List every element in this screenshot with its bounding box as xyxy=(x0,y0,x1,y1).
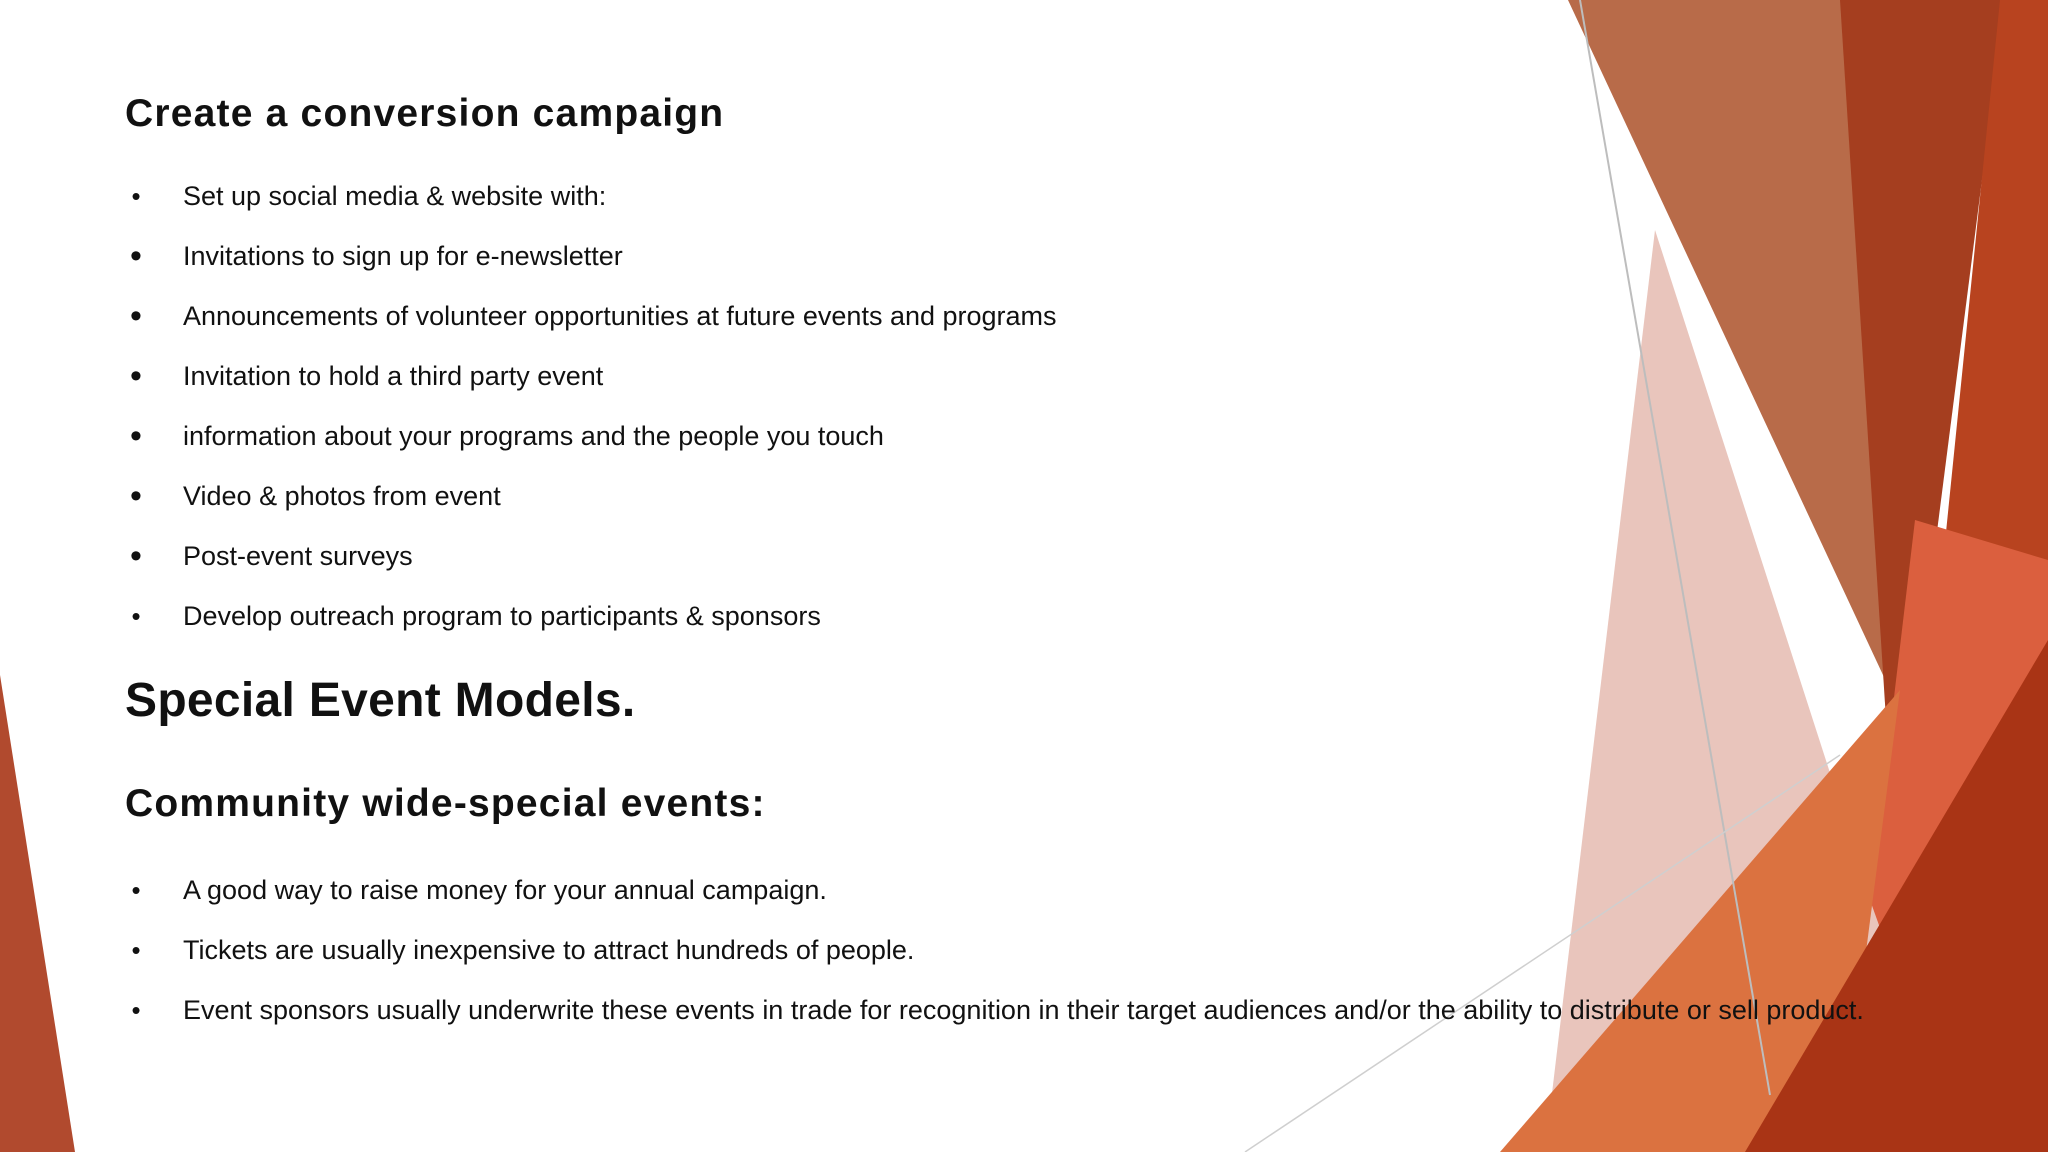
list-item xyxy=(125,478,1057,514)
list-item xyxy=(125,178,1057,214)
list-item-text: Set up social media & website with: xyxy=(183,181,607,211)
list-item-text: Develop outreach program to participants & sponsors xyxy=(183,601,821,631)
list-item-text: information about your programs and the people you touch xyxy=(183,421,884,451)
special-event-models-title: Special Event Models. xyxy=(125,674,636,727)
list-item xyxy=(125,538,1057,574)
list-item xyxy=(125,987,1913,1033)
bullet-icon: • xyxy=(131,935,141,965)
bullet-icon: • xyxy=(130,537,142,575)
list-item-text: Invitation to hold a third party event xyxy=(183,361,604,391)
list-item xyxy=(125,418,1057,454)
list-item-text: Event sponsors usually underwrite these events in trade for recognition in their target audiences and/or the ability to distribute or sell product. xyxy=(183,995,1864,1025)
list-item xyxy=(125,598,1057,634)
bullet-icon: • xyxy=(131,875,141,905)
list-item-text: Announcements of volunteer opportunities at future events and programs xyxy=(183,301,1057,331)
list-item xyxy=(125,932,1913,968)
list-item xyxy=(125,872,1913,908)
conversion-campaign-list xyxy=(125,178,1057,658)
list-item-text: Invitations to sign up for e-newsletter xyxy=(183,241,623,271)
bullet-icon: • xyxy=(131,181,141,211)
list-item-text: Post-event surveys xyxy=(183,541,413,571)
bullet-icon: • xyxy=(130,477,142,515)
list-item xyxy=(125,358,1057,394)
bullet-icon: • xyxy=(131,601,141,631)
bullet-icon: • xyxy=(130,417,142,455)
list-item xyxy=(125,298,1057,334)
list-item-text: A good way to raise money for your annual campaign. xyxy=(183,875,827,905)
list-item-text: Video & photos from event xyxy=(183,481,501,511)
bullet-icon: • xyxy=(131,995,141,1025)
list-item xyxy=(125,238,1057,274)
bullet-icon: • xyxy=(130,237,142,275)
community-events-list xyxy=(125,872,1913,1057)
list-item-text: Tickets are usually inexpensive to attract hundreds of people. xyxy=(183,935,915,965)
bullet-icon: • xyxy=(130,357,142,395)
conversion-campaign-heading: Create a conversion campaign xyxy=(125,92,725,135)
community-events-heading: Community wide-special events: xyxy=(125,782,766,825)
bullet-icon: • xyxy=(130,297,142,335)
